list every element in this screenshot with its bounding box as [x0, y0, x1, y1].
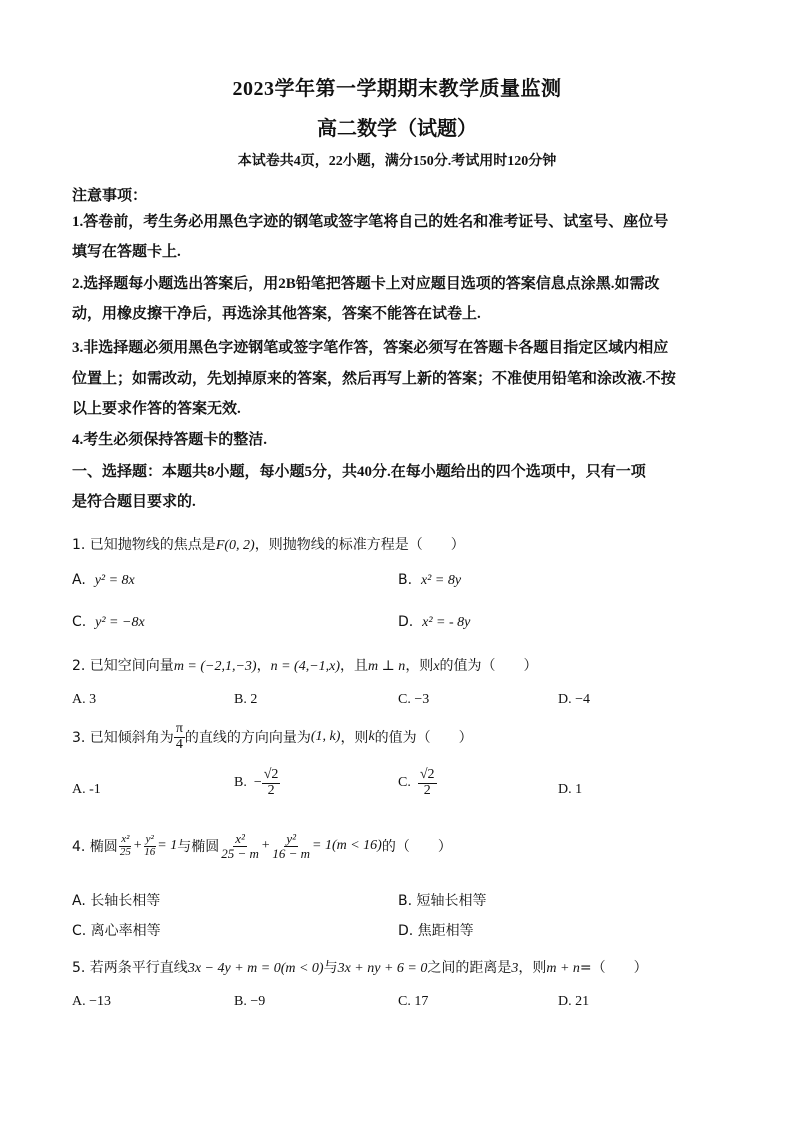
question-5 — [72, 957, 648, 977]
option-b — [398, 572, 461, 589]
option-c — [398, 768, 437, 798]
option-d: D. 1 — [558, 782, 583, 797]
question-text: 与椭圆 — [177, 839, 220, 856]
question-text: 4. 椭圆 — [72, 839, 118, 856]
option-a: A. 3 — [72, 692, 97, 707]
math-expression: (1, k) — [310, 729, 341, 745]
question-text: ，则 — [518, 960, 547, 976]
option-b — [234, 768, 280, 798]
option-a: A. −13 — [72, 994, 112, 1009]
question-text: 与 — [323, 960, 338, 976]
option-b: B. 2 — [234, 692, 258, 707]
notice-heading: 注意事项： — [72, 188, 148, 204]
notice-line: 2.选择题每小题选出答案后，用2B铅笔把答题卡上对应题目选项的答案信息点涂黑.如需改 — [72, 276, 660, 292]
question-text: 3. 已知倾斜角为 — [72, 730, 174, 747]
option-c: C. 离心率相等 — [72, 923, 161, 939]
question-4 — [72, 832, 452, 860]
option-d: D. −4 — [558, 692, 591, 707]
minus-sign: − — [253, 775, 262, 791]
option-label: C. — [398, 775, 411, 791]
math-variable: x — [433, 659, 440, 674]
exam-info: 本试卷共4页，22小题，满分150分.考试用时120分钟 — [237, 154, 557, 169]
notice-line: 动，用橡皮擦干净后，再选涂其他答案，答案不能答在试卷上. — [72, 306, 481, 322]
notice-line: 1.答卷前，考生务必用黑色字迹的钢笔或签字笔将自己的姓名和准考证号、试室号、座位号 — [72, 214, 669, 230]
question-text: 的值为（ ） — [439, 658, 538, 674]
option-c: C. 17 — [398, 994, 429, 1009]
fraction-root2-over-2: $\frac{√2}{2}$ — [419, 767, 435, 798]
math-expression: = 1(m < 16) — [312, 838, 382, 854]
option-a — [72, 572, 135, 589]
option-value: x² = - 8y — [422, 615, 471, 630]
question-2 — [72, 655, 538, 675]
math-expression: m ⊥ n — [368, 659, 406, 674]
option-label: A. — [72, 572, 86, 588]
option-value: x² = 8y — [420, 573, 462, 588]
question-text: ， — [256, 658, 271, 674]
exam-subtitle: 高二数学（试题） — [317, 118, 477, 140]
math-expression: 3x − 4y + m = 0(m < 0) — [187, 961, 324, 976]
question-text: 的值为（ ） — [374, 730, 473, 747]
section-heading: 是符合题目要求的. — [72, 494, 196, 510]
notice-line: 以上要求作答的答案无效. — [72, 401, 241, 417]
exam-title: 2023学年第一学期期末教学质量监测 — [232, 78, 562, 100]
notice-line: 位置上；如需改动，先划掉原来的答案，然后再写上新的答案；不准使用铅笔和涂改液.不按 — [72, 371, 676, 387]
fraction: $\frac{\text{y²}}{16}$ — [144, 833, 156, 858]
question-text: ，则 — [340, 730, 369, 747]
math-expression: m + n — [546, 961, 580, 976]
math-operator: + — [260, 838, 271, 854]
option-label: C. — [72, 614, 87, 630]
question-text: 的（ ） — [381, 839, 452, 856]
math-variable: k — [368, 729, 375, 745]
option-a: A. -1 — [72, 782, 101, 797]
notice-line: 3.非选择题必须用黑色字迹钢笔或签字笔作答，答案必须写在答题卡各题目指定区域内相应 — [72, 340, 669, 356]
math-expression: 3 — [511, 961, 519, 976]
notice-line: 4.考生必须保持答题卡的整洁. — [72, 432, 268, 448]
question-text: 5. 若两条平行直线 — [72, 960, 188, 976]
question-text: ，且 — [340, 658, 369, 674]
question-text: =（ ） — [579, 960, 648, 976]
option-a: A. 长轴长相等 — [72, 893, 161, 909]
notice-line: 填写在答题卡上. — [72, 244, 181, 260]
question-text: ，则抛物线的标准方程是（ ） — [254, 537, 465, 553]
option-d: D. 焦距相等 — [398, 923, 474, 939]
question-1 — [72, 534, 465, 554]
section-heading: 一、选择题：本题共8小题，每小题5分，共40分.在每小题给出的四个选项中，只有一项 — [72, 464, 646, 480]
option-label: D. — [398, 614, 414, 630]
fraction-pi-over-4: $\frac{\pi}{4}$ — [175, 721, 183, 752]
option-d: D. 21 — [558, 994, 590, 1009]
vector-n: n = (4,−1,x) — [270, 659, 341, 674]
option-d — [398, 614, 470, 631]
math-expression: F(0, 2) — [215, 538, 255, 553]
question-text: ，则 — [405, 658, 434, 674]
question-text: 2. 已知空间向量 — [72, 658, 174, 674]
option-value: y² = −8x — [95, 615, 145, 630]
question-text: 之间的距离是 — [427, 960, 512, 976]
question-text: 1. 已知抛物线的焦点是 — [72, 537, 216, 553]
option-b: B. 短轴长相等 — [398, 893, 487, 909]
question-text: 的直线的方向向量为 — [184, 730, 311, 747]
fraction-root2-over-2: $\frac{√2}{2}$ — [263, 767, 279, 798]
fraction: $\frac{\text{y²}}{16 - m}$ — [272, 831, 311, 861]
vector-m: m = (−2,1,−3) — [173, 659, 257, 674]
fraction: $\frac{\text{x²}}{25 - m}$ — [221, 831, 259, 861]
fraction: $\frac{\text{x²}}{25}$ — [119, 833, 131, 858]
option-c — [72, 614, 145, 631]
question-3 — [72, 722, 473, 752]
math-expression: = 1 — [157, 838, 178, 854]
option-b: B. −9 — [234, 994, 266, 1009]
option-label: B. — [398, 572, 413, 588]
math-expression: 3x + ny + 6 = 0 — [337, 961, 428, 976]
option-c: C. −3 — [398, 692, 430, 707]
math-operator: + — [132, 838, 143, 854]
option-value: y² = 8x — [94, 573, 135, 588]
option-label: B. — [234, 775, 247, 791]
